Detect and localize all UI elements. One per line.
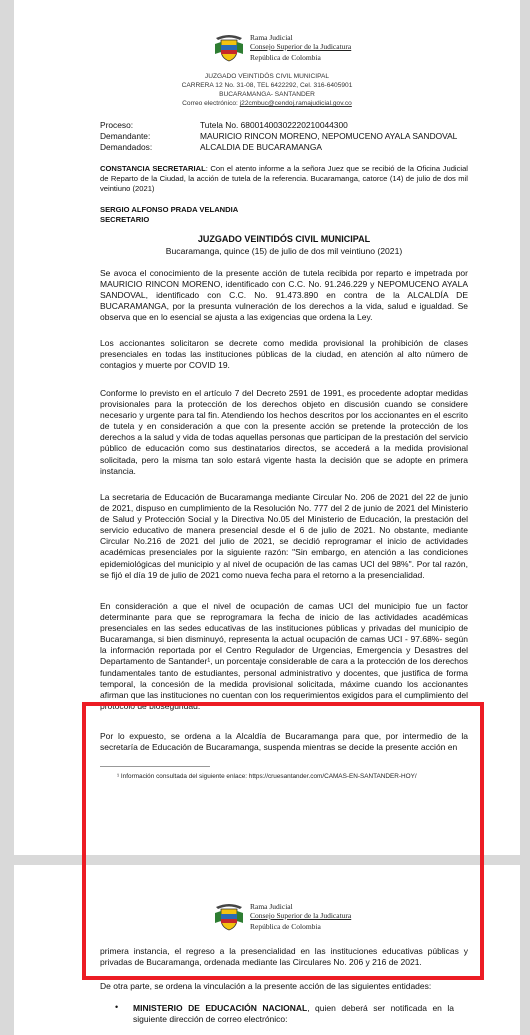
court-city: BUCARAMANGA- SANTANDER	[219, 91, 315, 98]
constancia-label: CONSTANCIA SECRETARIAL	[100, 164, 206, 173]
bullet-text: , quien deberá ser notificada en la siguiente dirección de correo electrónico:	[133, 1003, 454, 1025]
resolution-date: Bucaramanga, quince (15) de julio de dos mil veintiuno (2021)	[165, 246, 403, 256]
letterhead-line-2: Consejo Superior de la Judicatura	[250, 42, 352, 51]
demandados-value: ALCALDIA DE BUCARAMANGA	[200, 142, 322, 152]
letterhead-line-3: República de Colombia	[250, 922, 321, 931]
page2-continuation: primera instancia, el regreso a la presencialidad en las instituciones educativas públicas y privadas de Bucaramanga, ordenada mediante las Circulares No. 206 y 216 de 2021.	[100, 946, 468, 968]
demandados-label: Demandados:	[100, 142, 153, 152]
proceso-value: Tutela No. 68001400302220210044300	[200, 120, 348, 130]
proceso-label: Proceso:	[100, 120, 134, 130]
bullet-item-ministerio	[133, 1003, 454, 1025]
footnote: ¹ Información consultada del siguiente enlace: https://cruesantander.com/CAMAS-EN-SANTANDER-HOY/	[117, 773, 417, 780]
resolution-title: JUZGADO VEINTIDÓS CIVIL MUNICIPAL	[197, 234, 371, 244]
letterhead-line-1: Rama Judicial	[250, 902, 293, 911]
demandante-label: Demandante:	[100, 131, 151, 141]
case-proceso	[100, 120, 348, 131]
paragraph-5: En consideración a que el nivel de ocupación de camas UCI del municipio fue un factor determinante para que se reprogramara la fecha de inicio de las actividades académicas presenciales en las sedes educativas de las instituciones públicas y privadas del municipio de Bucaramanga, si bien disminuyó, representa la actual ocupación de camas UCI - 97.68%- según la información reportada por el Centro Regulador de Urgencias, Emergencia y Desastres del Departamento de Santander¹, un porcentaje considerable de cara a la protección de los derechos fundamentales tanto de estudiantes, personal administrativo y docentes, que justifica de forma temporal, la concesión de la medida provisional solicitada, máxime cuando los accionantes afirman que las instituciones no cuentan con los requerimientos exigidos para el cumplimiento del protocolo de bioseguridad.	[100, 601, 468, 711]
bullet-bold: MINISTERIO DE EDUCACIÓN NACIONAL	[133, 1003, 308, 1013]
constancia-secretarial	[100, 164, 468, 193]
court-address: CARRERA 12 No. 31-08, TEL 6422292, Cel. 316-6405901	[181, 82, 353, 89]
court-name-header: JUZGADO VEINTIDÓS CIVIL MUNICIPAL	[204, 73, 330, 80]
demandante-value: MAURICIO RINCON MORENO, NEPOMUCENO AYALA SANDOVAL	[200, 131, 458, 141]
paragraph-6: Por lo expuesto, se ordena a la Alcaldía de Bucaramanga para que, por intermedio de la secretaría de Educación de Bucaramanga, suspenda mientras se decide la presente acción en	[100, 731, 468, 753]
letterhead-line-3: República de Colombia	[250, 53, 321, 62]
secretary-name: SERGIO ALFONSO PRADA VELANDIA	[100, 205, 239, 214]
colombia-coat-of-arms-icon	[212, 899, 246, 933]
page2-next-paragraph: De otra parte, se ordena la vinculación a la presente acción de las siguientes entidades:	[100, 981, 432, 991]
constancia-text: : Con el atento informe a la señora Juez que se recibió de la Oficina Judicial de Reparto de la Ciudad, la acción de tutela de la referencia. Bucaramanga, catorce (14) de julio de dos mil veintiuno (2021)	[100, 164, 468, 193]
letterhead-line-1: Rama Judicial	[250, 33, 293, 42]
email-label: Correo electrónico:	[182, 100, 240, 107]
case-demandados	[100, 142, 322, 153]
footnote-divider	[100, 766, 210, 767]
document-page-1	[14, 0, 520, 855]
letterhead-line-2: Consejo Superior de la Judicatura	[250, 911, 352, 920]
court-email-line	[14, 100, 520, 109]
colombia-coat-of-arms-icon	[212, 30, 246, 64]
bullet-icon: •	[115, 1002, 119, 1012]
paragraph-4: La secretaria de Educación de Bucaramanga mediante Circular No. 206 de 2021 del 22 de junio de 2021, dispuso en cumplimiento de la Resolución No. 777 del 2 de junio de 2021 del Ministerio de Salud y Protección Social y la Directiva No.05 del Ministerio de Educación, la prestación del servicio educativo de manera presencial desde el 6 de julio de 2021. No obstante, mediante Circular No.216 de 2021 del julio de 2021, se decidió reprogramar el inicio de actividades académicas presenciales por la siguiente razón: "Sin embargo, en atención a las condiciones epidemiológicas del municipio y al nivel de ocupación de las camas UCI del 98%". Por tal razón, se fijó el día 19 de julio de 2021 como nueva fecha para el retorno a la presencialidad.	[100, 492, 468, 580]
case-demandante	[100, 131, 457, 142]
paragraph-2: Los accionantes solicitaron se decrete como medida provisional la prohibición de clases presenciales en todas las instituciones públicas de la ciudad, en atención al alto número de contagios y muerte por COVID 19.	[100, 338, 468, 371]
email-link[interactable]: j22cmbuc@cendoj.ramajudicial.gov.co	[239, 100, 352, 107]
secretary-role: SECRETARIO	[100, 215, 150, 224]
paragraph-3: Conforme lo previsto en el artículo 7 del Decreto 2591 de 1991, es procedente adoptar medidas provisionales para la protección de los derechos objeto en discusión cuando se considere necesario y urgente para tal fin. Atendiendo los hechos descritos por los accionantes en el escrito de tutela y en consideración a que con la presente acción se pretende la protección de los derechos a la salud y vida de todas aquellas personas que participan de la prestación del servicio público de educación como sus destinatarios directos, se accederá a la medida provisional solicitada, pero la misma tan solo estará vigente hasta la decisión que se adopte en primera instancia.	[100, 388, 468, 476]
paragraph-1: Se avoca el conocimiento de la presente acción de tutela recibida por reparto e impetrada por MAURICIO RINCON MORENO, identificado con C.C. No. 91.246.229 y NEPOMUCENO AYALA SANDOVAL, identificado con C.C. No. 91.473.890 en contra de la ALCALDÍA DE BUCARAMANGA, por la presunta vulneración de los derechos a la vida, salud e igualdad. Se observa que en lo esencial se ajusta a las exigencias que ordena la Ley.	[100, 268, 468, 323]
